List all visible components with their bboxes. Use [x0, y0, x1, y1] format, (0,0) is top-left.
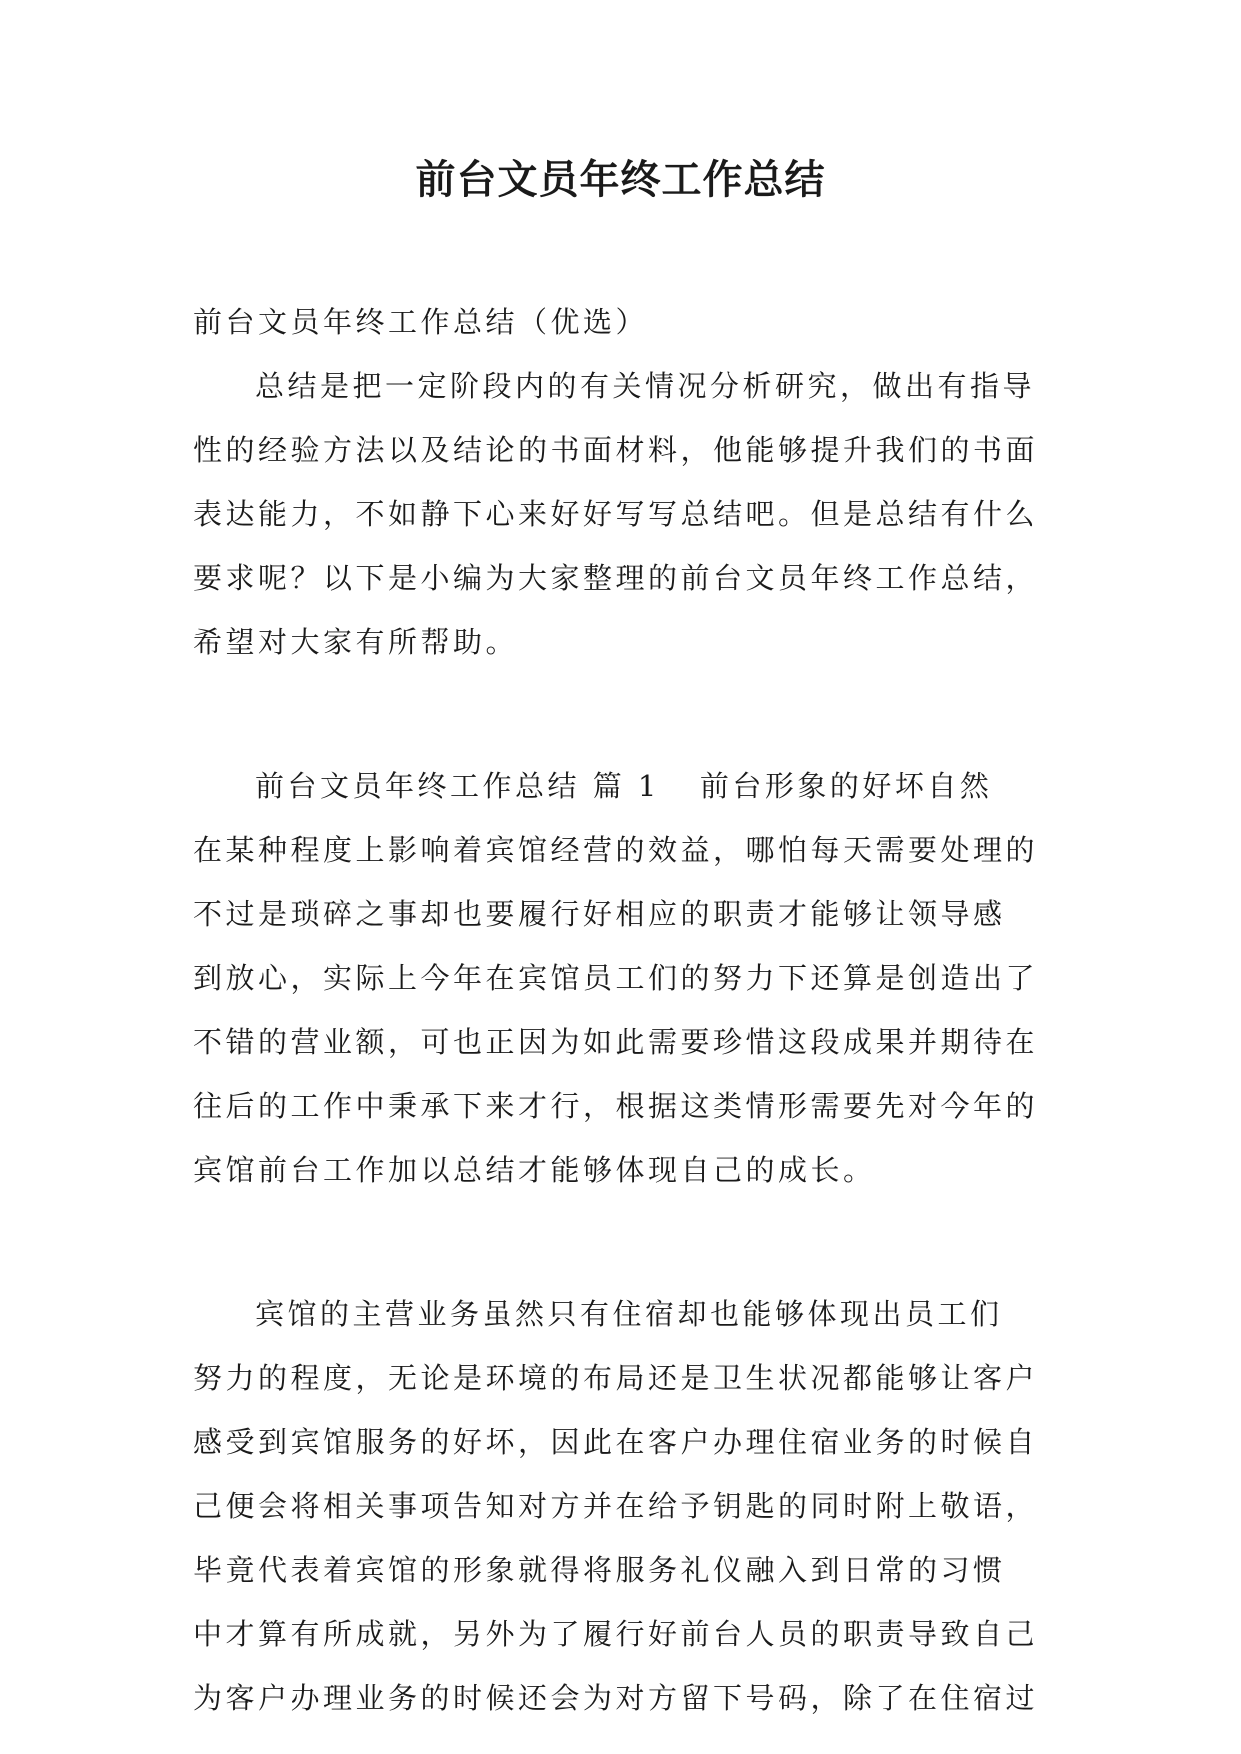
paragraph-line: 往后的工作中秉承下来才行，根据这类情形需要先对今年的: [193, 1089, 1039, 1123]
paragraph-gap: [193, 1202, 1051, 1282]
paragraph-line: 努力的程度，无论是环境的布局还是卫生状况都能够让客户: [193, 1361, 1039, 1395]
paragraph-text: 前台形象的好坏自然: [699, 769, 993, 803]
section-heading: 前台文员年终工作总结 篇 1: [255, 769, 660, 803]
paragraph-line: 不错的营业额，可也正因为如此需要珍惜这段成果并期待在: [193, 1025, 1039, 1059]
document-title: 前台文员年终工作总结: [415, 157, 826, 203]
paragraph-gap: [193, 674, 1051, 754]
paragraph-line: 不过是琐碎之事却也要履行好相应的职责才能够让领导感: [193, 897, 1006, 931]
paragraph-line: 在某种程度上影响着宾馆经营的效益，哪怕每天需要处理的: [193, 833, 1039, 867]
paragraph-line: 希望对大家有所帮助。: [193, 625, 519, 659]
paragraph-line: 宾馆前台工作加以总结才能够体现自己的成长。: [193, 1153, 876, 1187]
paragraph-line: 表达能力，不如静下心来好好写写总结吧。但是总结有什么: [193, 497, 1039, 531]
document-subtitle: 前台文员年终工作总结（优选）: [193, 305, 649, 339]
section-2-paragraph: [193, 1282, 1051, 1730]
paragraph-line: 性的经验方法以及结论的书面材料，他能够提升我们的书面: [193, 433, 1039, 467]
paragraph-line: 己便会将相关事项告知对方并在给予钥匙的同时附上敬语，: [193, 1489, 1039, 1523]
paragraph-line: 宾馆的主营业务虽然只有住宿却也能够体现出员工们: [255, 1297, 1003, 1331]
paragraph-line: [193, 754, 1051, 818]
paragraph-line: 感受到宾馆服务的好坏，因此在客户办理住宿业务的时候自: [193, 1425, 1039, 1459]
section-1-paragraph: [193, 754, 1051, 1202]
paragraph-line: 要求呢？以下是小编为大家整理的前台文员年终工作总结，: [193, 561, 1039, 595]
paragraph-line: 总结是把一定阶段内的有关情况分析研究，做出有指导: [255, 369, 1036, 403]
paragraph-line: 到放心，实际上今年在宾馆员工们的努力下还算是创造出了: [193, 961, 1039, 995]
paragraph-line: 毕竟代表着宾馆的形象就得将服务礼仪融入到日常的习惯: [193, 1553, 1006, 1587]
intro-paragraph: [193, 354, 1051, 674]
paragraph-line: 中才算有所成就，另外为了履行好前台人员的职责导致自己: [193, 1617, 1039, 1651]
paragraph-line: 为客户办理业务的时候还会为对方留下号码，除了在住宿过: [193, 1681, 1039, 1715]
document-body: [193, 290, 1051, 1730]
